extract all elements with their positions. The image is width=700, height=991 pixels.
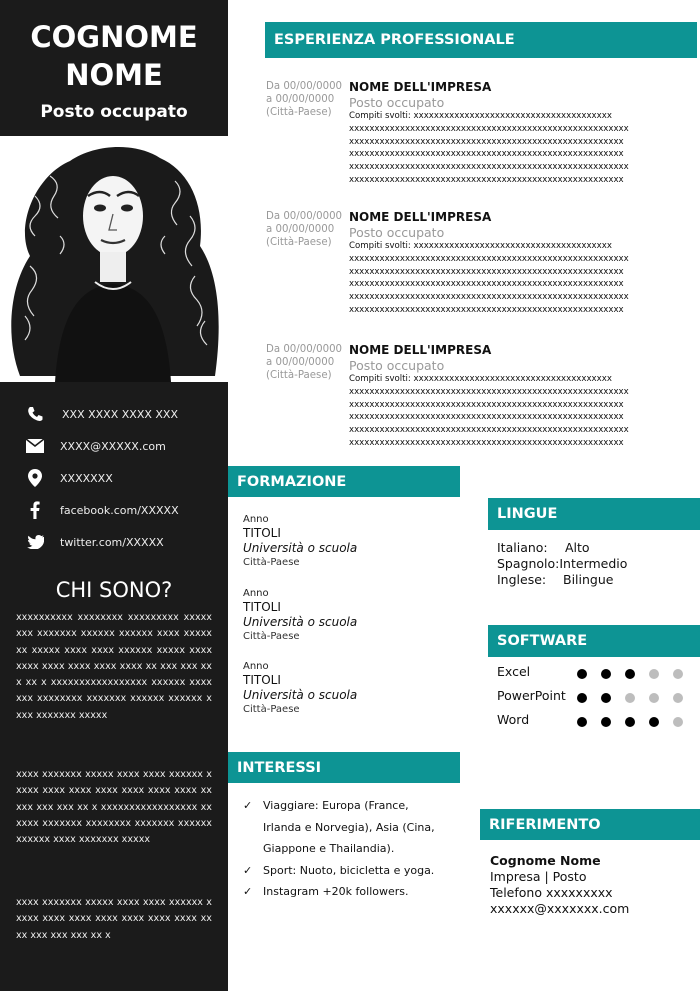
company-name: NOME DELL'IMPRESA xyxy=(349,210,492,224)
education-school: Università o scuola xyxy=(243,615,358,629)
location-icon xyxy=(24,468,46,488)
date-start: Da 00/00/0000 xyxy=(266,211,343,222)
email-text: XXXX@XXXXX.com xyxy=(60,439,166,453)
education-year: Anno xyxy=(243,661,269,672)
software-header xyxy=(488,625,700,657)
date-start: Da 00/00/0000 xyxy=(266,344,343,355)
education-item xyxy=(243,660,443,716)
language-name: Italiano: xyxy=(497,540,548,555)
date-start: Da 00/00/0000 xyxy=(266,81,343,92)
education-city: Città-Paese xyxy=(243,631,300,642)
reference-name: Cognome Nome xyxy=(490,853,601,868)
interests-list xyxy=(243,795,458,903)
language-row xyxy=(497,540,627,556)
task-line: Compiti svolti: xxxxxxxxxxxxxxxxxxxxxxxxxxxxxxxxxxxxxxx xyxy=(349,111,612,121)
interest-line: Irlanda e Norvegia), Asia (Cina, xyxy=(263,820,435,834)
rating-dot xyxy=(601,717,611,727)
task-line: xxxxxxxxxxxxxxxxxxxxxxxxxxxxxxxxxxxxxxxxxxxxxxxxxxxxxx xyxy=(349,412,624,423)
contact-twitter xyxy=(24,532,164,552)
education-school: Università o scuola xyxy=(243,541,358,555)
name-heading xyxy=(0,18,228,94)
language-level: Bilingue xyxy=(563,572,614,587)
surname: COGNOME xyxy=(30,20,198,54)
phone-text: XXX XXXX XXXX XXX xyxy=(62,407,178,421)
rating-dot xyxy=(673,669,683,679)
interests-header xyxy=(228,752,460,783)
education-item xyxy=(243,587,443,643)
experience-title: ESPERIENZA PROFESSIONALE xyxy=(274,32,515,48)
experience-dates xyxy=(266,80,346,119)
task-line: xxxxxxxxxxxxxxxxxxxxxxxxxxxxxxxxxxxxxxxxxxxxxxxxxxxxxx xyxy=(349,399,624,410)
software-row xyxy=(497,664,687,684)
list-item xyxy=(243,860,458,882)
rating-dot xyxy=(577,693,587,703)
about-paragraph-2: xxxx xxxxxxx xxxxx xxxx xxxx xxxxxx xxxxx xxxx xxxx xxxx xxxx xxxx xxxx xx xxx xxx xxx xx x xxxxxxxxxxxxxxxxx xxxxxx xxxxxxx xxxxxxxx xxxxxxx xxxxxx xxxxxx xxxx xxxxxxx xxxxx xyxy=(16,769,212,846)
task-line: xxxxxxxxxxxxxxxxxxxxxxxxxxxxxxxxxxxxxxxxxxxxxxxxxxxxxx xyxy=(349,279,624,290)
experience-body xyxy=(349,210,649,317)
rating-dot xyxy=(673,693,683,703)
software-name: Excel xyxy=(497,664,531,679)
contact-phone xyxy=(24,404,178,424)
task-line: xxxxxxxxxxxxxxxxxxxxxxxxxxxxxxxxxxxxxxxxxxxxxxxxxxxxxxx xyxy=(349,425,629,436)
list-item xyxy=(243,795,458,860)
task-line: xxxxxxxxxxxxxxxxxxxxxxxxxxxxxxxxxxxxxxxxxxxxxxxxxxxxxx xyxy=(349,437,624,448)
experience-body xyxy=(349,343,649,450)
rating-dot xyxy=(673,717,683,727)
interest-line: Sport: Nuoto, bicicletta e yoga. xyxy=(263,863,435,877)
list-item xyxy=(243,881,458,903)
reference-block xyxy=(490,853,690,917)
education-city: Città-Paese xyxy=(243,557,300,568)
language-level: Alto xyxy=(565,540,590,555)
rating-dot xyxy=(649,669,659,679)
task-line: xxxxxxxxxxxxxxxxxxxxxxxxxxxxxxxxxxxxxxxxxxxxxxxxxxxxxx xyxy=(349,266,624,277)
interest-line: Giappone e Thailandia). xyxy=(263,842,395,855)
sidebar xyxy=(0,0,228,991)
experience-body xyxy=(349,80,649,187)
contact-location xyxy=(24,468,113,488)
languages-title: LINGUE xyxy=(497,506,558,522)
task-line: xxxxxxxxxxxxxxxxxxxxxxxxxxxxxxxxxxxxxxxxxxxxxxxxxxxxxx xyxy=(349,174,624,185)
about-paragraph-3: xxxx xxxxxxx xxxxx xxxx xxxx xxxxxx xxxxx xxxx xxxx xxxx xxxx xxxx xxxx xx xx xxx xxx xxx xx x xyxy=(16,897,212,941)
language-level: Intermedio xyxy=(559,556,628,571)
date-end: a 00/00/0000 xyxy=(266,94,335,105)
language-row xyxy=(497,556,627,572)
company-name: NOME DELL'IMPRESA xyxy=(349,80,492,94)
language-name: Spagnolo: xyxy=(497,556,560,571)
contact-email xyxy=(24,436,166,456)
about-paragraph-1: xxxxxxxxxx xxxxxxxx xxxxxxxxx xxxxxxxx xxxxxxx xxxxxx xxxxxx xxxx xxxxxxx xxxxx xxxx xxxx xxxxxx xxxxx xxxx xxxx xxxx xxxx xxxx xxxx xx xxx xxx xxx xx x xxxxxxxxxxxxxxxxx xxxxxx xxxxxxx xxxxxxxx xxxxxxx xxxxxx xxxxxx xxxx xxxxxxx xxxxx xyxy=(16,612,212,721)
date-place: (Città-Paese) xyxy=(266,237,332,248)
check-icon: ✓ xyxy=(243,885,253,898)
task-line: xxxxxxxxxxxxxxxxxxxxxxxxxxxxxxxxxxxxxxxxxxxxxxxxxxxxxx xyxy=(349,149,624,160)
position: Posto occupato xyxy=(349,225,445,240)
software-row xyxy=(497,712,687,732)
task-line: xxxxxxxxxxxxxxxxxxxxxxxxxxxxxxxxxxxxxxxxxxxxxxxxxxxxxxx xyxy=(349,292,629,303)
twitter-icon xyxy=(24,532,46,552)
rating-dot xyxy=(625,693,635,703)
education-degree: TITOLI xyxy=(243,526,281,540)
facebook-icon xyxy=(24,500,46,520)
about-title: CHI SONO? xyxy=(55,578,173,602)
education-degree: TITOLI xyxy=(243,600,281,614)
rating-dot xyxy=(577,717,587,727)
rating-dot xyxy=(577,669,587,679)
check-icon: ✓ xyxy=(243,799,253,812)
task-line: xxxxxxxxxxxxxxxxxxxxxxxxxxxxxxxxxxxxxxxxxxxxxxxxxxxxxxx xyxy=(349,386,629,397)
company-name: NOME DELL'IMPRESA xyxy=(349,343,492,357)
check-icon: ✓ xyxy=(243,863,253,877)
rating-dot xyxy=(625,717,635,727)
languages-list xyxy=(497,540,627,588)
rating-dot xyxy=(601,669,611,679)
facebook-text: facebook.com/XXXXX xyxy=(60,503,179,517)
experience-dates xyxy=(266,210,346,249)
date-end: a 00/00/0000 xyxy=(266,224,335,235)
reference-title: RIFERIMENTO xyxy=(489,816,601,833)
language-name: Inglese: xyxy=(497,572,547,587)
profile-photo xyxy=(0,136,228,382)
education-year: Anno xyxy=(243,514,269,525)
education-degree: TITOLI xyxy=(243,673,281,687)
date-end: a 00/00/0000 xyxy=(266,357,335,368)
task-line: Compiti svolti: xxxxxxxxxxxxxxxxxxxxxxxxxxxxxxxxxxxxxxx xyxy=(349,374,612,384)
software-name: PowerPoint xyxy=(497,688,566,703)
education-item xyxy=(243,513,443,569)
rating-dot xyxy=(601,693,611,703)
software-row xyxy=(497,688,687,708)
education-title: FORMAZIONE xyxy=(237,473,347,490)
rating-dot xyxy=(649,693,659,703)
rating-dot xyxy=(625,669,635,679)
interests-title: INTERESSI xyxy=(237,759,322,776)
rating-dot xyxy=(649,717,659,727)
languages-header xyxy=(488,498,700,530)
task-line: xxxxxxxxxxxxxxxxxxxxxxxxxxxxxxxxxxxxxxxxxxxxxxxxxxxxxx xyxy=(349,136,624,147)
reference-email: xxxxxx@xxxxxxx.com xyxy=(490,901,630,916)
interest-line: Instagram +20k followers. xyxy=(263,885,409,898)
position: Posto occupato xyxy=(349,95,445,110)
reference-company: Impresa | Posto xyxy=(490,869,587,884)
location-text: XXXXXXX xyxy=(60,471,113,485)
phone-icon xyxy=(24,404,46,424)
language-row xyxy=(497,572,627,588)
education-city: Città-Paese xyxy=(243,704,300,715)
education-year: Anno xyxy=(243,588,269,599)
education-header xyxy=(228,466,460,497)
date-place: (Città-Paese) xyxy=(266,370,332,381)
experience-header xyxy=(265,22,697,58)
experience-dates xyxy=(266,343,346,382)
reference-header xyxy=(480,809,700,840)
software-name: Word xyxy=(497,712,530,727)
date-place: (Città-Paese) xyxy=(266,107,332,118)
task-line: xxxxxxxxxxxxxxxxxxxxxxxxxxxxxxxxxxxxxxxxxxxxxxxxxxxxxxx xyxy=(349,253,629,264)
email-icon xyxy=(24,436,46,456)
education-school: Università o scuola xyxy=(243,688,358,702)
task-line: xxxxxxxxxxxxxxxxxxxxxxxxxxxxxxxxxxxxxxxxxxxxxxxxxxxxxx xyxy=(349,304,624,315)
first-name: NOME xyxy=(65,58,163,92)
contact-facebook xyxy=(24,500,179,520)
task-line: Compiti svolti: xxxxxxxxxxxxxxxxxxxxxxxxxxxxxxxxxxxxxxx xyxy=(349,241,612,251)
task-line: xxxxxxxxxxxxxxxxxxxxxxxxxxxxxxxxxxxxxxxxxxxxxxxxxxxxxxx xyxy=(349,123,629,134)
software-title: SOFTWARE xyxy=(497,633,588,649)
job-title: Posto occupato xyxy=(40,102,188,122)
interest-line: Viaggiare: Europa (France, xyxy=(263,799,409,812)
twitter-text: twitter.com/XXXXX xyxy=(60,535,164,549)
task-line: xxxxxxxxxxxxxxxxxxxxxxxxxxxxxxxxxxxxxxxxxxxxxxxxxxxxxxx xyxy=(349,162,629,173)
position: Posto occupato xyxy=(349,358,445,373)
reference-phone: Telefono xxxxxxxxx xyxy=(490,885,613,900)
